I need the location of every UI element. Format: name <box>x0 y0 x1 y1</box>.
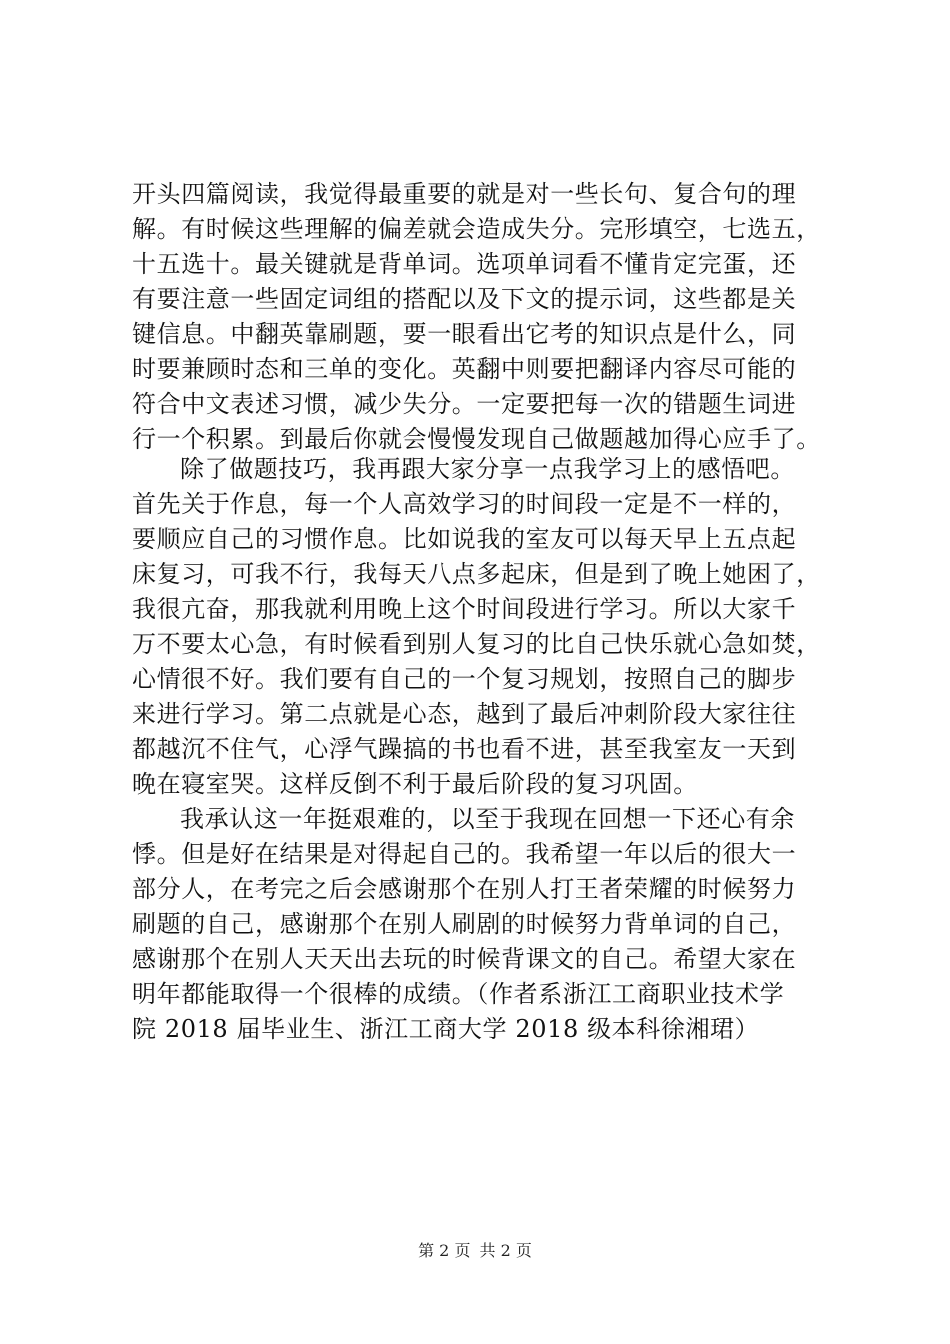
text-line: 行一个积累。到最后你就会慢慢发现自己做题越加得心应手了。 <box>132 425 821 453</box>
text-line: 万不要太心急，有时候看到别人复习的比自己快乐就心急如焚， <box>132 630 821 658</box>
page-number: 第 2 页 <box>418 1241 471 1260</box>
text-line: 我承认这一年挺艰难的，以至于我现在回想一下还心有余 <box>180 805 795 833</box>
text-line: 我很亢奋，那我就利用晚上这个时间段进行学习。所以大家千 <box>132 595 797 623</box>
text-line: 院 2018 届毕业生、浙江工商大学 2018 级本科徐湘珺） <box>132 1015 760 1043</box>
text-line: 要顺应自己的习惯作息。比如说我的室友可以每天早上五点起 <box>132 525 797 553</box>
text-line: 晚在寝室哭。这样反倒不利于最后阶段的复习巩固。 <box>132 770 698 798</box>
text-line: 十五选十。最关键就是背单词。选项单词看不懂肯定完蛋，还 <box>132 250 797 278</box>
text-line: 有要注意一些固定词组的搭配以及下文的提示词，这些都是关 <box>132 285 797 313</box>
text-line: 悸。但是好在结果是对得起自己的。我希望一年以后的很大一 <box>132 840 797 868</box>
text-line: 感谢那个在别人天天出去玩的时候背课文的自己。希望大家在 <box>132 945 797 973</box>
text-line: 首先关于作息，每一个人高效学习的时间段一定是不一样的， <box>132 490 797 518</box>
page-footer <box>0 1241 950 1261</box>
paragraph-1 <box>132 177 832 457</box>
text-line: 床复习，可我不行，我每天八点多起床，但是到了晚上她困了， <box>132 560 821 588</box>
text-line: 开头四篇阅读，我觉得最重要的就是对一些长句、复合句的理 <box>132 180 797 208</box>
text-line: 刷题的自己，感谢那个在别人刷剧的时候努力背单词的自己， <box>132 910 797 938</box>
text-line: 明年都能取得一个很棒的成绩。（作者系浙江工商职业技术学 <box>132 980 785 1008</box>
text-line: 都越沉不住气，心浮气躁搞的书也看不进，甚至我室友一天到 <box>132 735 797 763</box>
text-line: 来进行学习。第二点就是心态，越到了最后冲刺阶段大家往往 <box>132 700 797 728</box>
paragraph-3 <box>132 802 832 1047</box>
page-total: 共 2 页 <box>479 1241 532 1260</box>
text-line: 解。有时候这些理解的偏差就会造成失分。完形填空，七选五， <box>132 215 821 243</box>
text-line: 键信息。中翻英靠刷题，要一眼看出它考的知识点是什么，同 <box>132 320 797 348</box>
text-line: 时要兼顾时态和三单的变化。英翻中则要把翻译内容尽可能的 <box>132 355 797 383</box>
text-line: 部分人，在考完之后会感谢那个在别人打王者荣耀的时候努力 <box>132 875 797 903</box>
text-line: 心情很不好。我们要有自己的一个复习规划，按照自己的脚步 <box>132 665 797 693</box>
text-line: 除了做题技巧，我再跟大家分享一点我学习上的感悟吧。 <box>180 455 795 483</box>
text-line: 符合中文表述习惯，减少失分。一定要把每一次的错题生词进 <box>132 390 797 418</box>
paragraph-2 <box>132 452 832 802</box>
